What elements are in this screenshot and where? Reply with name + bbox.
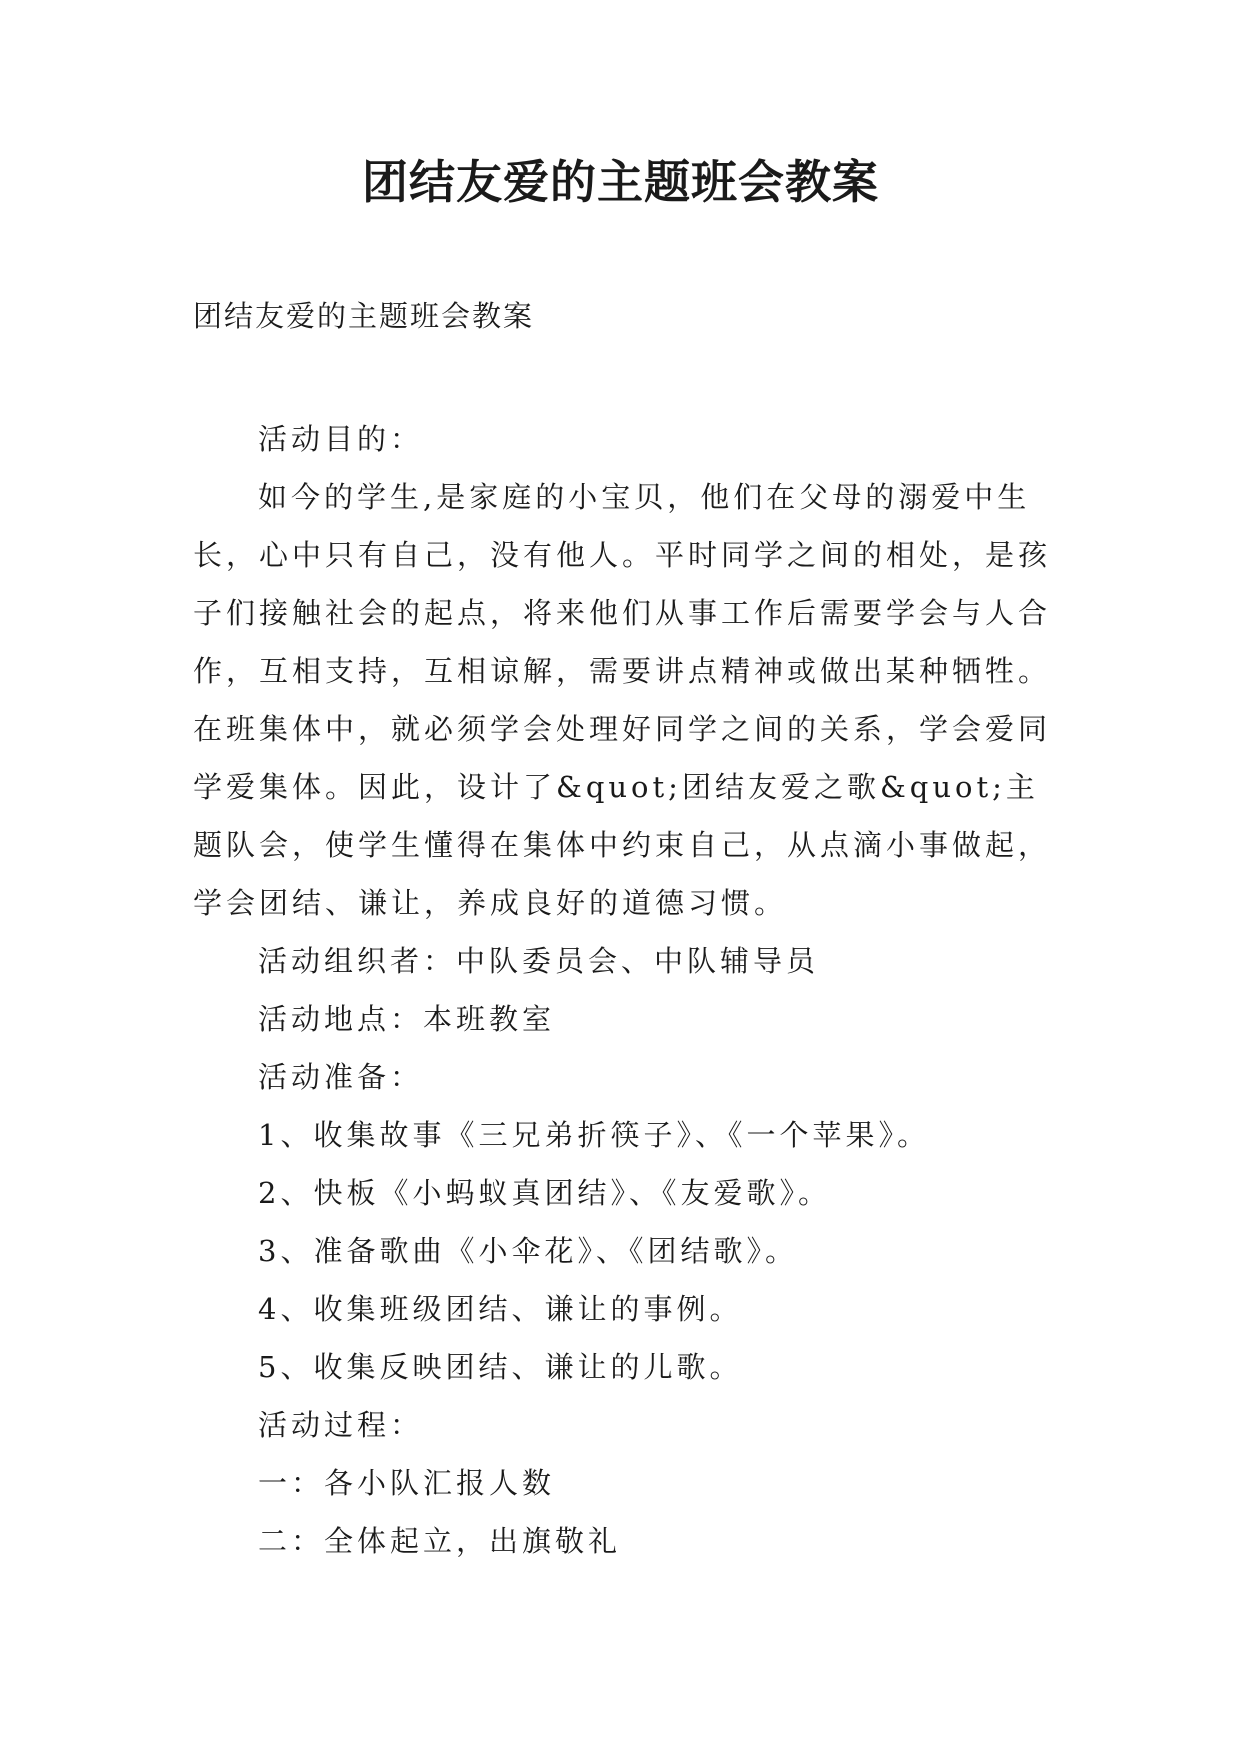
document-title: 团结友爱的主题班会教案 <box>362 155 879 209</box>
list-item-preparation-3: 3、准备歌曲《小伞花》、《团结歌》。 <box>258 1234 798 1268</box>
document-subtitle: 团结友爱的主题班会教案 <box>193 299 535 333</box>
list-item-process-2: 二：全体起立，出旗敬礼 <box>258 1524 622 1558</box>
list-item-preparation-1: 1、收集故事《三兄弟折筷子》、《一个苹果》。 <box>258 1118 930 1152</box>
list-item-process-1: 一：各小队汇报人数 <box>258 1466 556 1500</box>
paragraph-organizer: 活动组织者：中队委员会、中队辅导员 <box>258 944 820 978</box>
heading-activity-purpose: 活动目的： <box>258 422 424 456</box>
document-body <box>193 410 1063 1570</box>
list-item-preparation-4: 4、收集班级团结、谦让的事例。 <box>258 1292 743 1326</box>
heading-preparation: 活动准备： <box>258 1060 424 1094</box>
paragraph-location: 活动地点：本班教室 <box>258 1002 556 1036</box>
heading-process: 活动过程： <box>258 1408 424 1442</box>
paragraph-purpose-text: 如今的学生,是家庭的小宝贝，他们在父母的溺爱中生长，心中只有自己，没有他人。平时同学之间的相处，是孩子们接触社会的起点，将来他们从事工作后需要学会与人合作，互相支持，互相谅解，需要讲点精神或做出某种牺牲。在班集体中，就必须学会处理好同学之间的关系，学会爱同学爱集体。因此，设计了&quot;团结友爱之歌&quot;主题队会，使学生懂得在集体中约束自己，从点滴小事做起，学会团结、谦让，养成良好的道德习惯。 <box>193 480 1052 920</box>
list-item-preparation-5: 5、收集反映团结、谦让的儿歌。 <box>258 1350 743 1384</box>
list-item-preparation-2: 2、快板《小蚂蚁真团结》、《友爱歌》。 <box>258 1176 831 1210</box>
